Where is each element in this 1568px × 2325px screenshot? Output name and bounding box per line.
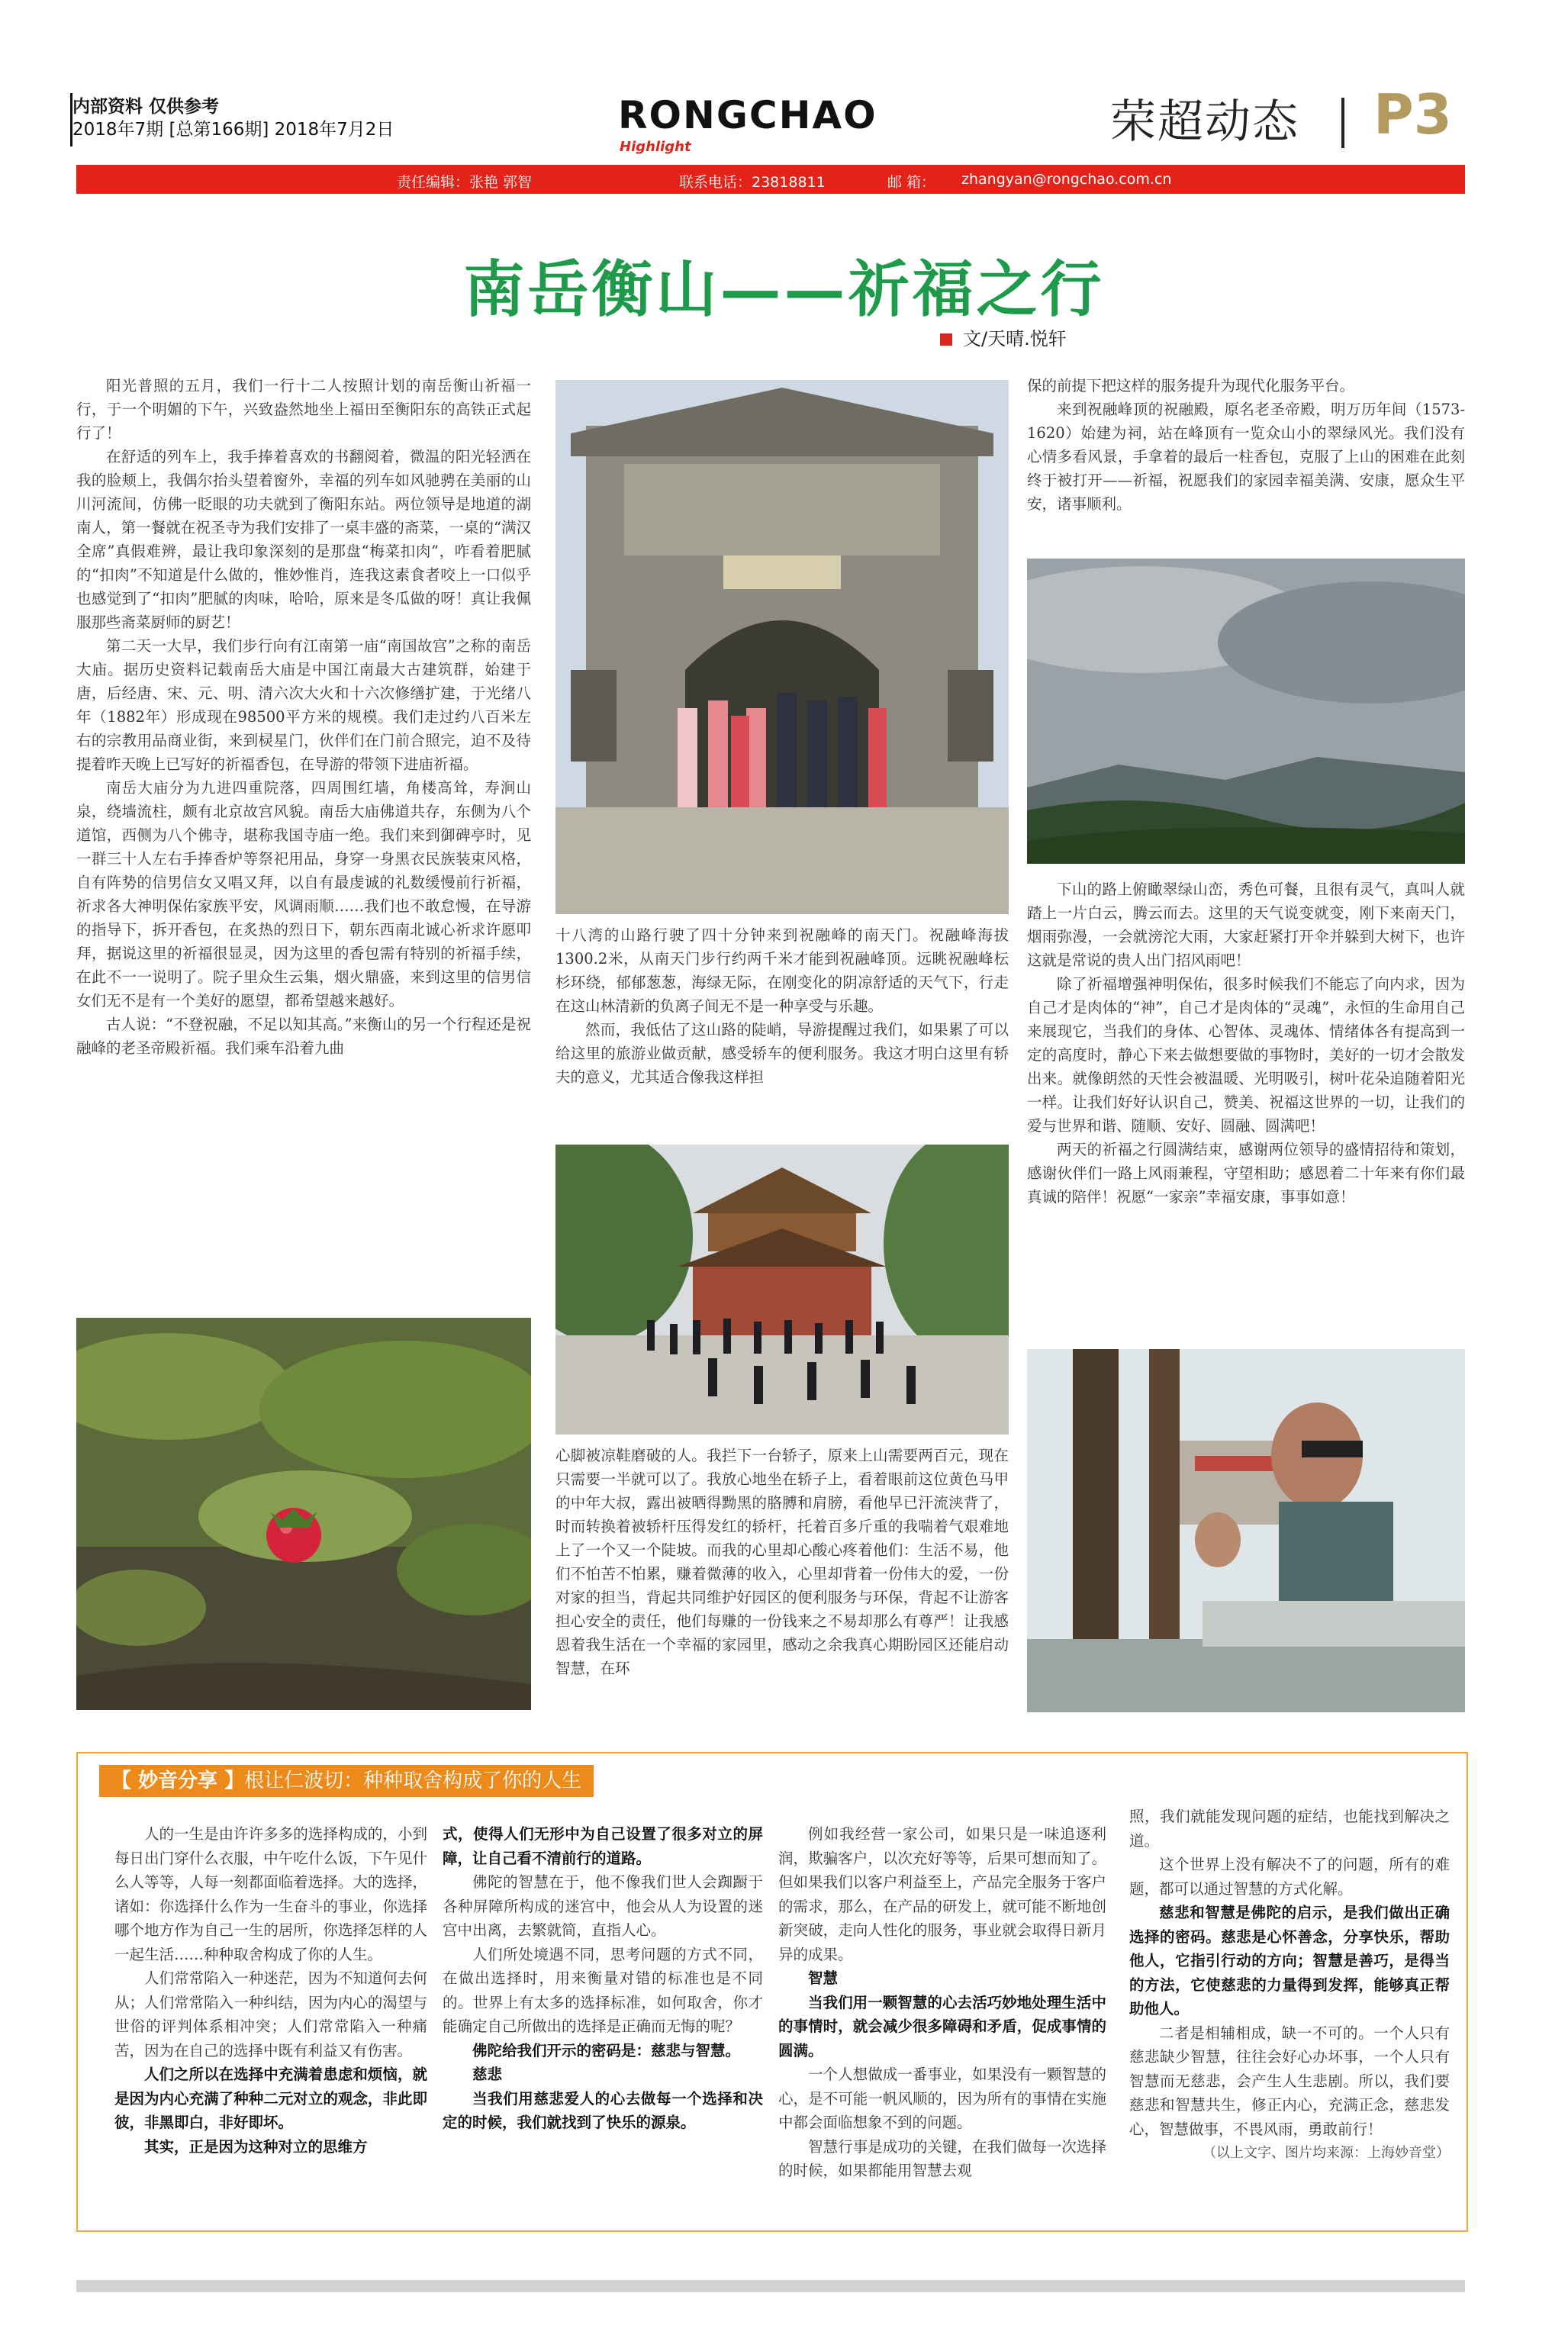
summit-selfie-image	[1027, 1349, 1465, 1712]
masthead-meta	[72, 95, 394, 141]
share-column-1	[114, 1822, 427, 2159]
article-column-3b	[1027, 878, 1465, 1209]
strawberry-image	[76, 1318, 531, 1710]
paragraph: 人的一生是由许许多多的选择构成的，小到每日出门穿什么衣服，中午吃什么饭，下午见什么人等等，人每一刻都面临着选择。大的选择，诸如：你选择什么作为一生奋斗的事业，你选择哪个地方作为自己一生的居所，你选择怎样的人一起生活……种种取舍构成了你的人生。	[114, 1825, 427, 1963]
contact-email: zhangyan@rongchao.com.cn	[961, 171, 1172, 188]
paragraph-bold: 当我们用一颗智慧的心去活巧妙地处理生活中的事情时，就会减少很多障碍和矛盾，促成事情的圆满。	[778, 1993, 1106, 2059]
section-title: 荣超动态	[1110, 95, 1299, 149]
mountain-view-image	[1027, 559, 1465, 864]
article-column-2b	[555, 1444, 1009, 1680]
byline-text: 文/天晴.悦轩	[963, 328, 1067, 349]
brand-subtitle: Highlight	[620, 139, 691, 155]
paragraph: 除了祈福增强神明保佑，很多时候我们不能忘了向内求，因为自己才是肉体的“神”，自己才是肉体的“灵魂”，永恒的生命用自己来展现它，当我们的身体、心智体、灵魂体、情绪体各有提高到一定的高度时，静心下来去做想要做的事物时，美好的一切才会散发出来。就像朗然的天性会被温暖、光明吸引，树叶花朵追随着阳光一样。让我们好好认识自己，赞美、祝福这世界的一切，让我们的爱与世界和谐、随顺、安好、圆融、圆满吧！	[1027, 975, 1465, 1135]
share-tag: 【 妙音分享 】	[111, 1770, 245, 1792]
paragraph-bold: 式，使得人们无形中为自己设置了很多对立的屏障，让自己看不清前行的道路。	[443, 1825, 763, 1867]
paragraph: 古人说：“不登祝融，不足以知其高。”来衡山的另一个行程还是祝融峰的老圣帝殿祈福。我们乘车沿着九曲	[76, 1016, 531, 1057]
footer-bar	[76, 2280, 1465, 2292]
source-credit: （以上文字、图片均来源：上海妙音堂）	[1203, 2145, 1450, 2161]
article-column-1	[76, 374, 531, 1060]
photo-temple-gate-group	[555, 380, 1009, 914]
paragraph: 这个世界上没有解决不了的问题，所有的难题，都可以通过智慧的方式化解。	[1129, 1856, 1450, 1898]
subheading-wisdom: 智慧	[808, 1969, 839, 1987]
photo-summit-selfie	[1027, 1349, 1465, 1712]
photo-wild-strawberry	[76, 1318, 531, 1710]
editor-bar	[76, 165, 1465, 194]
paragraph: 例如我经营一家公司，如果只是一味追逐利润，欺骗客户，以次充好等等，后果可想而知了。但如果我们以客户利益至上，产品完全服务于客户的需求，那么，在产品的研发上，就可能不断地创新突破，走向人性化的服务，事业就会取得日新月异的成果。	[778, 1825, 1106, 1963]
article-column-2a	[555, 923, 1009, 1089]
photo-mountain-clouds	[1027, 559, 1465, 864]
paragraph: 南岳大庙分为九进四重院落，四周围红墙，角楼高耸，寿涧山泉，绕墙流柱，颇有北京故宫风貌。南岳大庙佛道共存，东侧为八个道馆，西侧为八个佛寺，堪称我国寺庙一绝。我们来到御碑亭时，见一群三十人左右手捧香炉等祭祀用品，身穿一身黑衣民族装束风格，自有阵势的信男信女又唱又拜，以自有最虔诚的礼数缓慢前行祈福，祈求各大神明保佑家族平安，风调雨顺……我们也不敢怠慢，在导游的指导下，拆开香包，在炙热的烈日下，朝东西南北诚心祈求许愿叩拜，据说这里的祈福很显灵，因为这里的香包需有特别的祈福手续，在此不一一说明了。院子里众生云集，烟火鼎盛，来到这里的信男信女们无不是有一个美好的愿望，都希望越来越好。	[76, 779, 531, 1010]
mail-label: 邮 箱：	[887, 174, 936, 191]
editor-names: 责任编辑：张艳 郭智	[397, 174, 533, 191]
paragraph: 来到祝融峰顶的祝融殿，原名老圣帝殿，明万历年间（1573-1620）始建为祠，站在峰顶有一览众山小的翠绿风光。我们没有心情多看风景，手拿着的最后一柱香包，克服了上山的困难在此刻终于被打开——祈福，祝愿我们的家园幸福美满、安康，愿众生平安，诸事顺利。	[1027, 401, 1465, 513]
paragraph: 两天的祈福之行圆满结束，感谢两位领导的盛情招待和策划，感谢伙伴们一路上风雨兼程，守望相助；感恩着二十年来有你们最真诚的陪伴！祝愿“一家亲”幸福安康，事事如意！	[1027, 1141, 1465, 1206]
share-title: 根让仁波切：种种取舍构成了你的人生	[244, 1770, 582, 1792]
paragraph: 人们常常陷入一种迷茫，因为不知道何去何从；人们常常陷入一种纠结，因为内心的渴望与世俗的评判体系相冲突；人们常常陷入一种痛苦，因为在自己的选择中既有利益又有伤害。	[114, 1969, 427, 2059]
paragraph-bold: 慈悲和智慧是佛陀的启示，是我们做出正确选择的密码。慈悲是心怀善念，分享快乐，帮助他人，它指引行动的方向；智慧是善巧，是得当的方法，它使慈悲的力量得到发挥，能够真正帮助他人。	[1129, 1904, 1450, 2017]
issue-info: 2018年7期 [总第166期] 2018年7月2日	[72, 120, 394, 140]
paragraph-bold: 人们之所以在选择中充满着患虑和烦恼，就是因为内心充满了种种二元对立的观念，非此即彼，非黑即白，非好即坏。	[114, 2066, 427, 2131]
subheading-compassion: 慈悲	[472, 2066, 503, 2083]
internal-notice: 内部资料 仅供参考	[72, 97, 220, 117]
paragraph: 阳光普照的五月，我们一行十二人按照计划的南岳衡山祈福一行，于一个明媚的下午，兴致盎然地坐上福田至衡阳东的高铁正式起行了！	[76, 377, 531, 442]
page-number: P3	[1373, 82, 1452, 147]
article-column-3a	[1027, 374, 1465, 516]
paragraph: 一个人想做成一番事业，如果没有一颗智慧的心，是不可能一帆风顺的，因为所有的事情在实施中都会面临想象不到的问题。	[778, 2066, 1106, 2131]
paragraph: 第二天一大早，我们步行向有江南第一庙“南国故宫”之称的南岳大庙。据历史资料记载南岳大庙是中国江南最大古建筑群，始建于唐，后经唐、宋、元、明、清六次大火和十六次修缮扩建，于光绪八年（1882年）形成现在98500平方米的规模。我们走过约八百米左右的宗教用品商业街，来到棂星门，伙伴们在门前合照完，迫不及待提着昨天晚上已写好的祈福香包，在导游的带领下进庙祈福。	[76, 637, 531, 773]
share-header	[99, 1765, 594, 1797]
temple-gate-image	[555, 380, 1009, 914]
paragraph: 十八湾的山路行驶了四十分钟来到祝融峰的南天门。祝融峰海拔1300.2米，从南天门步行约两千米才能到祝融峰顶。远眺祝融峰枟杉环绕，郁郁葱葱，海绿无际，在刚变化的阴凉舒适的天气下，行走在这山林清新的负离子间无不是一种享受与乐趣。	[555, 926, 1009, 1015]
share-column-4	[1129, 1805, 1450, 2166]
paragraph: 佛陀的智慧在于，他不像我们世人会踟蹰于各种屏障所构成的迷宫中，他会从人为设置的迷宫中出离，去繁就简，直指人心。	[443, 1873, 763, 1939]
share-column-3	[778, 1822, 1106, 2183]
paragraph: 二者是相辅相成，缺一不可的。一个人只有慈悲缺少智慧，往往会好心办坏事，一个人只有智慧而无慈悲，会产生人生悲剧。所以，我们要慈悲和智慧共生，修正内心，充满正念，慈悲发心，智慧做事，不畏风雨，勇敢前行！	[1129, 2024, 1450, 2138]
paragraph: 保的前提下把这样的服务提升为现代化服务平台。	[1027, 377, 1355, 394]
paragraph: 然而，我低估了这山路的陡峭，导游提醒过我们，如果累了可以给这里的旅游业做贡献，感受轿车的便利服务。我这才明白这里有轿夫的意义，尤其适合像我这样担	[555, 1021, 1009, 1086]
paragraph: 照，我们就能发现问题的症结，也能找到解决之道。	[1129, 1808, 1450, 1850]
paragraph: 在舒适的列车上，我手捧着喜欢的书翻阅着，微温的阳光轻洒在我的脸颊上，我偶尔抬头望着窗外，幸福的列车如风驰骋在美丽的山川河流间，仿佛一眨眼的功夫就到了衡阳东站。两位领导是地道的湖南人，第一餐就在祝圣寺为我们安排了一桌丰盛的斋菜，一桌的“满汉全席”真假难辨，最让我印象深刻的是那盘“梅菜扣肉”，咋看着肥腻的“扣肉”不知道是什么做的，惟妙惟肖，连我这素食者咬上一口似乎也感觉到了“扣肉”肥腻的肉味，哈哈，原来是冬瓜做的呀！真让我佩服那些斋菜厨师的厨艺！	[76, 448, 531, 631]
brand-logo: RONGCHAO	[618, 93, 877, 137]
share-column-2	[443, 1822, 763, 2135]
article-title: 南岳衡山——祈福之行	[463, 253, 1105, 325]
paragraph: 智慧行事是成功的关键，在我们做每一次选择的时候，如果都能用智慧去观	[778, 2137, 1106, 2179]
paragraph: 下山的路上俯瞰翠绿山峦，秀色可餐，且很有灵气，真叫人就踏上一片白云，腾云而去。这里的天气说变就变，刚下来南天门，烟雨弥漫，一会就滂沱大雨，大家赶紧打开伞并躲到大树下，也许这就是常说的贵人出门招风雨吧！	[1027, 881, 1465, 969]
paragraph-bold: 当我们用慈悲爱人的心去做每一个选择和决定的时候，我们就找到了快乐的源泉。	[443, 2089, 763, 2131]
photo-temple-square	[555, 1145, 1009, 1435]
byline-marker	[940, 333, 952, 346]
paragraph-bold: 佛陀给我们开示的密码是：慈悲与智慧。	[472, 2041, 741, 2059]
paragraph-bold: 其实，正是因为这种对立的思维方	[144, 2137, 368, 2156]
contact-phone: 联系电话：23818811	[679, 174, 826, 191]
paragraph: 人们所处境遇不同，思考问题的方式不同，在做出选择时，用来衡量对错的标准也是不同的。世界上有太多的选择标准，如何取舍，你才能确定自己所做出的选择是正确而无悔的呢？	[443, 1945, 763, 2035]
temple-square-image	[555, 1145, 1009, 1435]
byline	[940, 324, 1067, 350]
section-divider	[1341, 98, 1344, 148]
paragraph: 心脚被凉鞋磨破的人。我拦下一台轿子，原来上山需要两百元，现在只需要一半就可以了。我放心地坐在轿子上，看着眼前这位黄色马甲的中年大叔，露出被晒得黝黑的胳膊和肩膀，看他早已汗流浃背了，时而转换着被轿杆压得发红的轿杆，托着百多斤重的我喘着气艰难地上了一个又一个陡坡。而我的心里却心酸心疼着他们：生活不易，他们不怕苦不怕累，赚着微薄的收入，心里却背着一份伟大的爱，一份对家的担当，背起共同维护好园区的便利服务与环保，背起不让游客担心安全的责任，他们每赚的一份钱来之不易却那么有尊严！让我感恩着我生活在一个幸福的家园里，感动之余我真心期盼园区还能启动智慧，在环	[555, 1447, 1009, 1677]
